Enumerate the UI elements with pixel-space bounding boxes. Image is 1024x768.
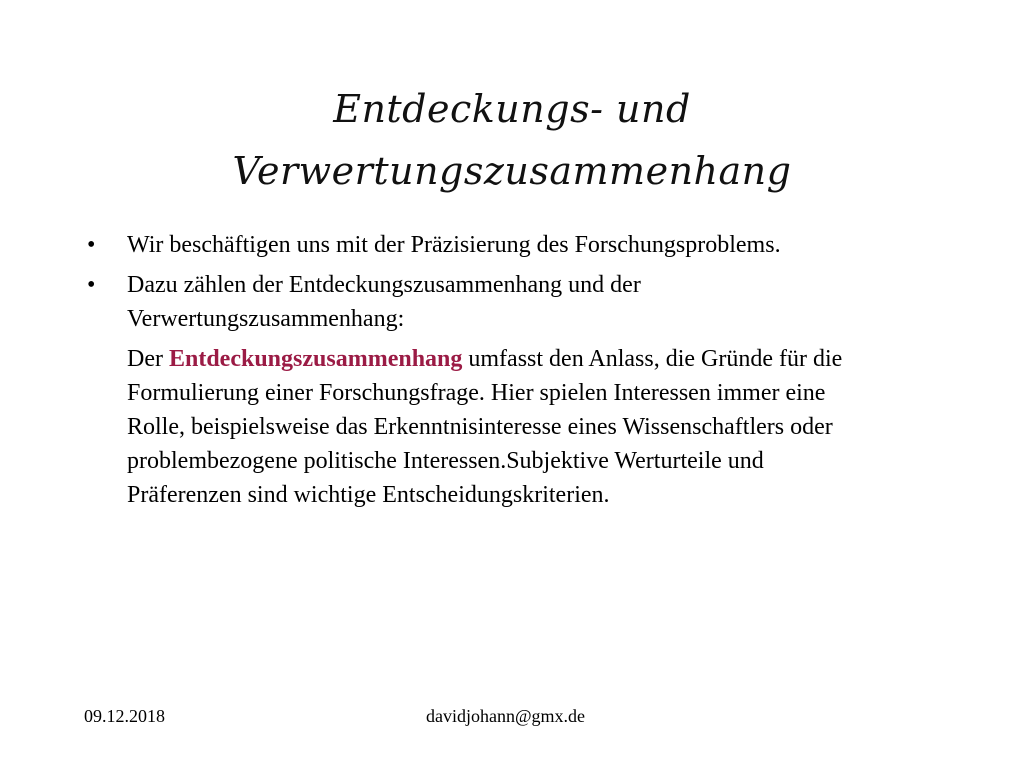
paragraph-prefix: Der (127, 346, 163, 372)
bullet-text: Wir beschäftigen uns mit der Präzisierung des Forschungsproblems. (127, 232, 781, 258)
paragraph-text: umfasst den Anlass, die Gründe für die Formulierung einer Forschungsfrage. Hier spielen Interessen immer eine Rolle, beispielsweise das Erkenntnisinteresse eines Wissenschaftlers oder problembezogene politische Interessen.Subjektive Werturteile und Präferenzen sind wichtige Entscheidungskriterien. (127, 346, 843, 508)
slide-body (84, 228, 884, 512)
slide-title (112, 78, 912, 202)
bullet-marker: • (87, 272, 96, 298)
footer-email: davidjohann@gmx.de (426, 706, 586, 726)
bullet-text: Dazu zählen der Entdeckungszusammenhang und der Verwertungszusammenhang: (127, 272, 641, 332)
explanation-paragraph (127, 342, 884, 512)
slide-title-line-2: Verwertungszusammenhang (232, 149, 792, 193)
footer-date: 09.12.2018 (84, 706, 165, 726)
bullet-marker: • (87, 232, 96, 258)
bullet-item (84, 228, 884, 262)
bullet-item (84, 268, 884, 336)
slide-title-line-1: Entdeckungs- und (333, 87, 691, 131)
highlighted-term: Entdeckungszusammenhang (168, 346, 463, 372)
